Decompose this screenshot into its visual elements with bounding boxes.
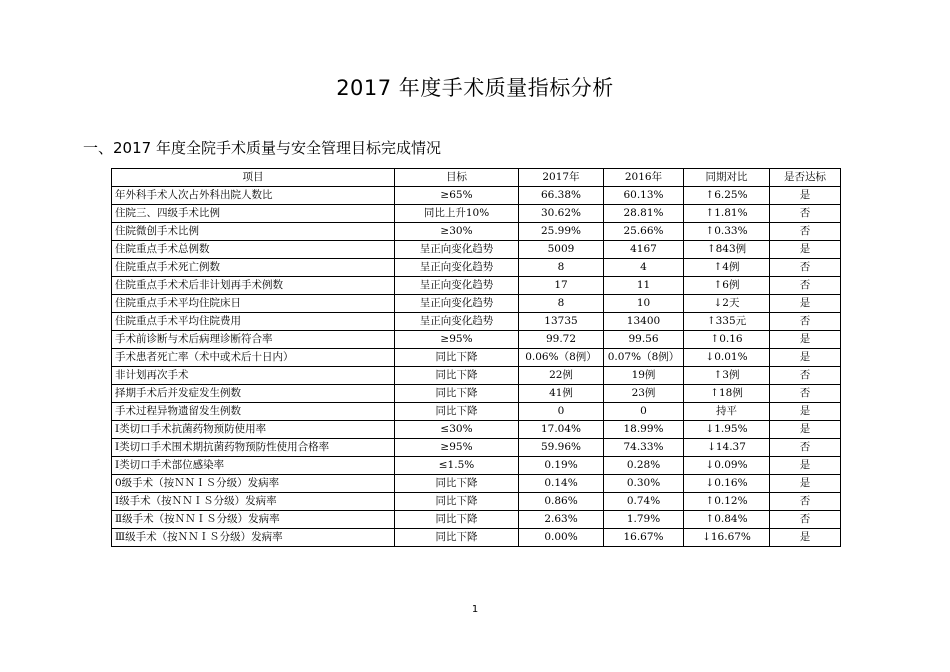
cell-target: ≥95%: [395, 331, 519, 349]
cell-2017: 0.06%（8例）: [519, 349, 604, 367]
cell-2017: 25.99%: [519, 223, 604, 241]
cell-target: 同比下降: [395, 403, 519, 421]
header-met: 是否达标: [770, 169, 841, 187]
table-row: [112, 529, 841, 547]
header-item: 项目: [112, 169, 395, 187]
cell-met: 是: [770, 457, 841, 475]
table-row: [112, 223, 841, 241]
table-row: [112, 205, 841, 223]
header-2016: 2016年: [604, 169, 684, 187]
cell-2016: 0.28%: [604, 457, 684, 475]
cell-2017: 17: [519, 277, 604, 295]
table-row: [112, 493, 841, 511]
table-row: [112, 295, 841, 313]
cell-comparison: 持平: [684, 403, 770, 421]
cell-2017: 59.96%: [519, 439, 604, 457]
cell-met: 是: [770, 529, 841, 547]
cell-2017: 2.63%: [519, 511, 604, 529]
cell-met: 是: [770, 349, 841, 367]
cell-comparison: ↑4例: [684, 259, 770, 277]
cell-target: ≥65%: [395, 187, 519, 205]
cell-2016: 18.99%: [604, 421, 684, 439]
table-row: [112, 421, 841, 439]
cell-item: 手术患者死亡率（术中或术后十日内）: [112, 349, 395, 367]
cell-item: 手术过程异物遗留发生例数: [112, 403, 395, 421]
cell-comparison: ↓0.16%: [684, 475, 770, 493]
cell-2016: 4: [604, 259, 684, 277]
cell-item: 住院重点手术平均住院床日: [112, 295, 395, 313]
cell-2016: 25.66%: [604, 223, 684, 241]
table-row: [112, 349, 841, 367]
cell-target: ≥95%: [395, 439, 519, 457]
cell-comparison: ↓0.09%: [684, 457, 770, 475]
cell-2017: 0: [519, 403, 604, 421]
cell-item: 住院重点手术术后非计划再手术例数: [112, 277, 395, 295]
cell-target: 同比下降: [395, 529, 519, 547]
cell-2017: 17.04%: [519, 421, 604, 439]
cell-target: ≥30%: [395, 223, 519, 241]
cell-met: 否: [770, 313, 841, 331]
cell-met: 是: [770, 295, 841, 313]
cell-2017: 8: [519, 295, 604, 313]
cell-item: 住院重点手术死亡例数: [112, 259, 395, 277]
cell-item: 住院重点手术总例数: [112, 241, 395, 259]
cell-target: 同比下降: [395, 475, 519, 493]
table-row: [112, 385, 841, 403]
cell-2017: 13735: [519, 313, 604, 331]
cell-2017: 99.72: [519, 331, 604, 349]
cell-comparison: ↓16.67%: [684, 529, 770, 547]
table-row: [112, 313, 841, 331]
cell-comparison: ↑0.16: [684, 331, 770, 349]
cell-2016: 4167: [604, 241, 684, 259]
cell-comparison: ↑335元: [684, 313, 770, 331]
cell-2016: 0: [604, 403, 684, 421]
cell-target: 呈正向变化趋势: [395, 241, 519, 259]
header-comparison: 同期对比: [684, 169, 770, 187]
cell-target: 同比下降: [395, 385, 519, 403]
cell-target: 同比下降: [395, 493, 519, 511]
cell-target: 同比下降: [395, 367, 519, 385]
cell-comparison: ↑6.25%: [684, 187, 770, 205]
quality-metrics-table: [111, 168, 841, 547]
cell-2017: 5009: [519, 241, 604, 259]
cell-2016: 16.67%: [604, 529, 684, 547]
cell-met: 是: [770, 475, 841, 493]
cell-2017: 30.62%: [519, 205, 604, 223]
cell-comparison: ↑0.12%: [684, 493, 770, 511]
cell-item: 0级手术（按ＮＮＩＳ分级）发病率: [112, 475, 395, 493]
table-row: [112, 403, 841, 421]
cell-comparison: ↓0.01%: [684, 349, 770, 367]
cell-2016: 99.56: [604, 331, 684, 349]
cell-comparison: ↓2天: [684, 295, 770, 313]
cell-item: 住院重点手术平均住院费用: [112, 313, 395, 331]
cell-target: 呈正向变化趋势: [395, 295, 519, 313]
document-title: 2017 年度手术质量指标分析: [336, 76, 614, 100]
table-row: [112, 457, 841, 475]
cell-2016: 0.07%（8例）: [604, 349, 684, 367]
cell-comparison: ↓14.37: [684, 439, 770, 457]
cell-met: 是: [770, 403, 841, 421]
cell-item: Ⅲ级手术（按ＮＮＩＳ分级）发病率: [112, 529, 395, 547]
cell-comparison: ↓1.95%: [684, 421, 770, 439]
header-target: 目标: [395, 169, 519, 187]
cell-2016: 1.79%: [604, 511, 684, 529]
cell-2016: 74.33%: [604, 439, 684, 457]
cell-met: 否: [770, 223, 841, 241]
table-row: [112, 259, 841, 277]
cell-target: 同比上升10%: [395, 205, 519, 223]
cell-2017: 66.38%: [519, 187, 604, 205]
header-2017: 2017年: [519, 169, 604, 187]
cell-met: 否: [770, 367, 841, 385]
cell-2016: 13400: [604, 313, 684, 331]
cell-comparison: ↑6例: [684, 277, 770, 295]
page-number: 1: [471, 604, 479, 615]
table-row: [112, 511, 841, 529]
table-row: [112, 331, 841, 349]
cell-2016: 60.13%: [604, 187, 684, 205]
cell-item: Ⅰ类切口手术部位感染率: [112, 457, 395, 475]
cell-2016: 10: [604, 295, 684, 313]
cell-met: 是: [770, 421, 841, 439]
cell-comparison: ↑1.81%: [684, 205, 770, 223]
cell-comparison: ↑0.84%: [684, 511, 770, 529]
cell-comparison: ↑3例: [684, 367, 770, 385]
cell-item: 择期手术后并发症发生例数: [112, 385, 395, 403]
cell-item: Ⅰ类切口手术抗菌药物预防使用率: [112, 421, 395, 439]
cell-item: 住院微创手术比例: [112, 223, 395, 241]
cell-item: Ⅱ级手术（按ＮＮＩＳ分级）发病率: [112, 511, 395, 529]
cell-target: 呈正向变化趋势: [395, 259, 519, 277]
cell-comparison: ↑0.33%: [684, 223, 770, 241]
cell-item: 住院三、四级手术比例: [112, 205, 395, 223]
cell-2016: 0.30%: [604, 475, 684, 493]
table-body: [112, 187, 841, 547]
cell-item: 手术前诊断与术后病理诊断符合率: [112, 331, 395, 349]
table-row: [112, 475, 841, 493]
cell-target: 同比下降: [395, 349, 519, 367]
cell-2016: 28.81%: [604, 205, 684, 223]
cell-met: 否: [770, 259, 841, 277]
cell-2017: 0.00%: [519, 529, 604, 547]
cell-met: 否: [770, 277, 841, 295]
cell-comparison: ↑18例: [684, 385, 770, 403]
cell-item: Ⅰ类切口手术围术期抗菌药物预防性使用合格率: [112, 439, 395, 457]
cell-item: Ⅰ级手术（按ＮＮＩＳ分级）发病率: [112, 493, 395, 511]
cell-met: 是: [770, 187, 841, 205]
cell-target: 同比下降: [395, 511, 519, 529]
cell-2017: 0.19%: [519, 457, 604, 475]
cell-2017: 22例: [519, 367, 604, 385]
table-row: [112, 187, 841, 205]
table-row: [112, 367, 841, 385]
table-row: [112, 241, 841, 259]
cell-2016: 0.74%: [604, 493, 684, 511]
cell-met: 否: [770, 439, 841, 457]
cell-2017: 0.14%: [519, 475, 604, 493]
table-row: [112, 439, 841, 457]
cell-met: 否: [770, 493, 841, 511]
cell-met: 是: [770, 241, 841, 259]
cell-target: 呈正向变化趋势: [395, 313, 519, 331]
cell-target: 呈正向变化趋势: [395, 277, 519, 295]
cell-target: ≤1.5%: [395, 457, 519, 475]
table-header-row: [112, 169, 841, 187]
cell-met: 否: [770, 511, 841, 529]
cell-2017: 8: [519, 259, 604, 277]
cell-met: 否: [770, 205, 841, 223]
cell-2016: 11: [604, 277, 684, 295]
cell-met: 否: [770, 385, 841, 403]
cell-2016: 19例: [604, 367, 684, 385]
section-heading: 一、2017 年度全院手术质量与安全管理目标完成情况: [83, 139, 441, 157]
cell-item: 年外科手术人次占外科出院人数比: [112, 187, 395, 205]
cell-item: 非计划再次手术: [112, 367, 395, 385]
cell-2017: 0.86%: [519, 493, 604, 511]
cell-target: ≤30%: [395, 421, 519, 439]
table-row: [112, 277, 841, 295]
cell-2017: 41例: [519, 385, 604, 403]
cell-met: 是: [770, 331, 841, 349]
cell-2016: 23例: [604, 385, 684, 403]
cell-comparison: ↑843例: [684, 241, 770, 259]
